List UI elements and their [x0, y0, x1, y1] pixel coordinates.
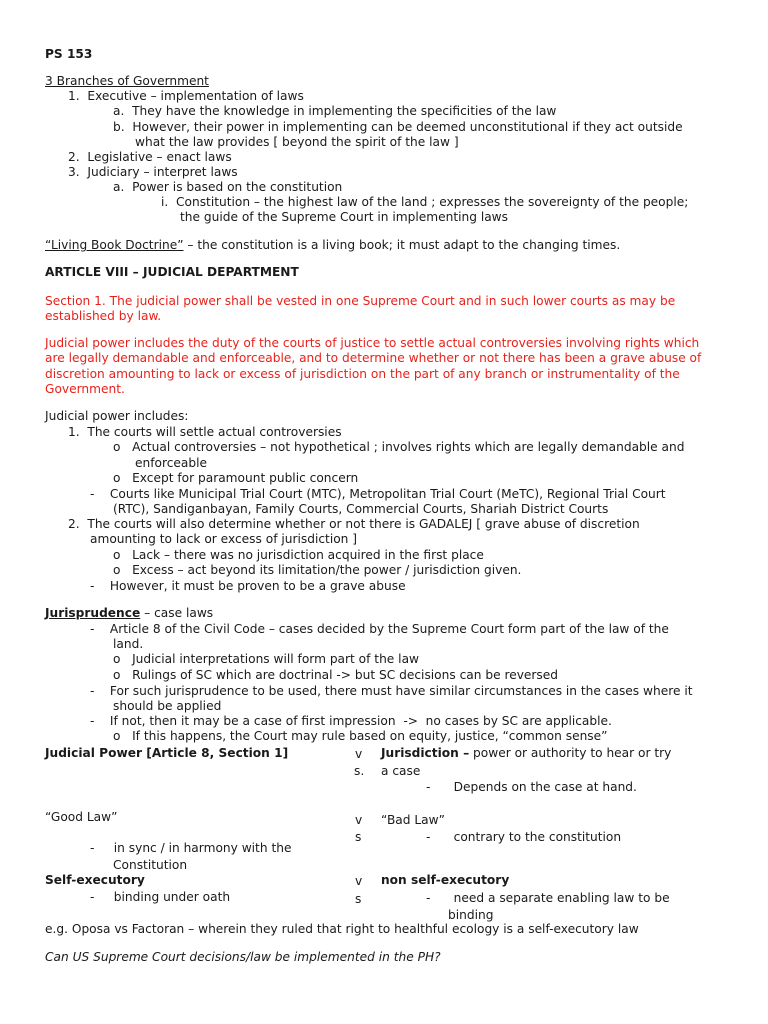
jurisdiction-term: Jurisdiction –	[381, 746, 470, 760]
vs-s: s	[355, 830, 362, 844]
non-self-sub: binding	[448, 908, 494, 922]
judicial-power-line: Government.	[45, 382, 125, 396]
list-item: o Excess – act beyond its limitation/the power / jurisdiction given.	[113, 563, 522, 577]
list-item: 2. Legislative – enact laws	[68, 150, 232, 164]
list-item: should be applied	[113, 699, 222, 713]
living-book-definition: – the constitution is a living book; it must adapt to the changing times.	[183, 238, 621, 252]
list-item: o Rulings of SC which are doctrinal -> but SC decisions can be reversed	[113, 668, 559, 682]
bad-law-label: “Bad Law”	[381, 813, 445, 827]
list-item: - For such jurisprudence to be used, there must have similar circumstances in the cases where it	[90, 684, 693, 698]
jurisprudence-term: Jurisprudence	[45, 606, 141, 620]
example-line: e.g. Oposa vs Factoran – wherein they ruled that right to healthful ecology is a self-executory law	[45, 922, 639, 936]
non-self-executory-label: non self-executory	[381, 873, 510, 887]
non-self-sub: - need a separate enabling law to be	[426, 891, 670, 905]
good-law-label: “Good Law”	[45, 810, 118, 824]
self-executory-label: Self-executory	[45, 873, 145, 887]
branches-heading: 3 Branches of Government	[45, 74, 209, 88]
list-item: - Courts like Municipal Trial Court (MTC), Metropolitan Trial Court (MeTC), Regional Trial Court	[90, 487, 666, 501]
judicial-power-line: are legally demandable and enforceable, and to determine whether or not there has been a grave abuse of	[45, 351, 702, 365]
includes-heading: Judicial power includes:	[45, 409, 189, 423]
list-item: 2. The courts will also determine whether or not there is GADALEJ [ grave abuse of discretion	[68, 517, 640, 531]
list-item: - Article 8 of the Civil Code – cases decided by the Supreme Court form part of the law of the	[90, 622, 669, 636]
section1-line: Section 1. The judicial power shall be vested in one Supreme Court and in such lower courts as may be	[45, 294, 676, 308]
list-item: (RTC), Sandiganbayan, Family Courts, Commercial Courts, Shariah District Courts	[113, 502, 609, 516]
good-law-sub: Constitution	[113, 858, 188, 872]
list-item: what the law provides [ beyond the spirit of the law ]	[135, 135, 459, 149]
list-item: 1. Executive – implementation of laws	[68, 89, 304, 103]
list-item: the guide of the Supreme Court in implementing laws	[180, 210, 508, 224]
list-item: - However, it must be proven to be a grave abuse	[90, 579, 406, 593]
jurisdiction-definition: power or authority to hear or try	[469, 746, 672, 760]
vs-v: v	[355, 874, 363, 888]
list-item: a. Power is based on the constitution	[113, 180, 343, 194]
list-item: o Lack – there was no jurisdiction acquired in the first place	[113, 548, 484, 562]
list-item: 1. The courts will settle actual controversies	[68, 425, 342, 439]
question-line: Can US Supreme Court decisions/law be implemented in the PH?	[45, 950, 441, 964]
living-book-line	[45, 238, 620, 253]
article-heading: ARTICLE VIII – JUDICIAL DEPARTMENT	[45, 265, 299, 279]
list-item: o If this happens, the Court may rule based on equity, justice, “common sense”	[113, 729, 608, 743]
judicial-power-line: discretion amounting to lack or excess of jurisdiction on the part of any branch or instrumentality of the	[45, 367, 680, 381]
jurisprudence-line	[45, 606, 213, 621]
list-item: 3. Judiciary – interpret laws	[68, 165, 238, 179]
judicial-power-label: Judicial Power [Article 8, Section 1]	[45, 746, 289, 760]
vs-s: s.	[354, 764, 365, 778]
list-item: - If not, then it may be a case of first impression -> no cases by SC are applicable.	[90, 714, 612, 728]
vs-s: s	[355, 892, 362, 906]
bad-law-sub: - contrary to the constitution	[426, 830, 622, 844]
self-executory-sub: - binding under oath	[90, 890, 231, 904]
judicial-power-line: Judicial power includes the duty of the courts of justice to settle actual controversies involving rights which	[45, 336, 700, 350]
list-item: b. However, their power in implementing can be deemed unconstitutional if they act outside	[113, 120, 683, 134]
list-item: enforceable	[135, 456, 207, 470]
list-item: land.	[113, 637, 144, 651]
list-item: amounting to lack or excess of jurisdiction ]	[90, 532, 358, 546]
living-book-term: “Living Book Doctrine”	[45, 238, 184, 252]
vs-v: v	[355, 747, 363, 761]
jurisdiction-sub: - Depends on the case at hand.	[426, 780, 637, 794]
section1-line: established by law.	[45, 309, 162, 323]
list-item: o Judicial interpretations will form part of the law	[113, 652, 420, 666]
list-item: i. Constitution – the highest law of the land ; expresses the sovereignty of the people;	[161, 195, 689, 209]
list-item: o Actual controversies – not hypothetical ; involves rights which are legally demandable and	[113, 440, 685, 454]
good-law-sub: - in sync / in harmony with the	[90, 841, 292, 855]
jurisdiction-line	[381, 746, 671, 761]
list-item: o Except for paramount public concern	[113, 471, 359, 485]
list-item: a. They have the knowledge in implementing the specificities of the law	[113, 104, 557, 118]
jurisprudence-definition: – case laws	[140, 606, 214, 620]
doc-title: PS 153	[45, 47, 93, 61]
vs-v: v	[355, 813, 363, 827]
jurisdiction-line2: a case	[381, 764, 421, 778]
